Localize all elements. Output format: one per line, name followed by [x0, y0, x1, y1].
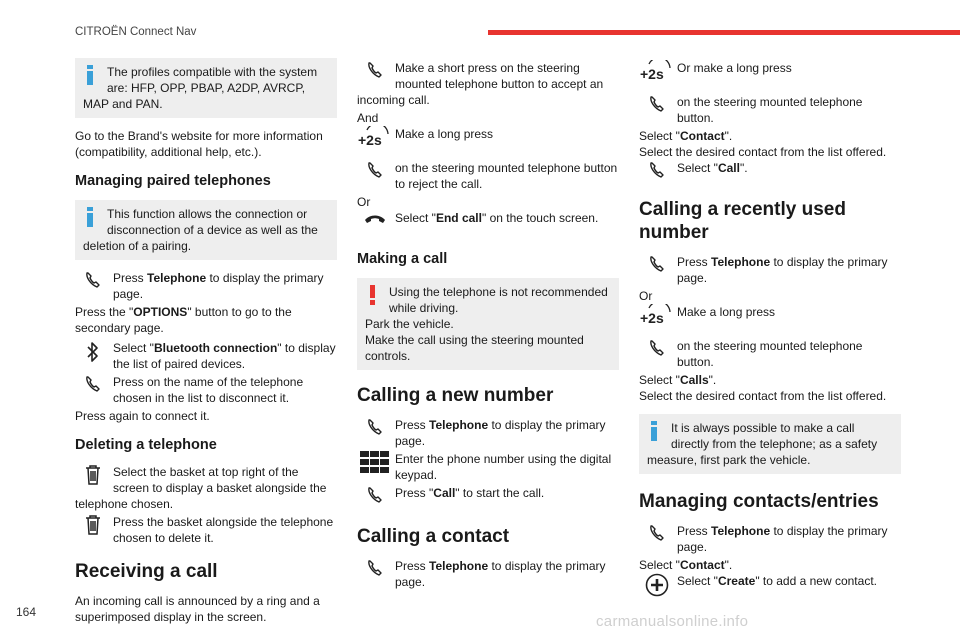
step-disconnect: Press on the name of the telephone chosen in the list to disconnect it. — [75, 374, 337, 406]
step-accept-call: Make a short press on the steering mounted telephone button to accept an incoming call. — [357, 61, 604, 107]
step-select-contact: Select "Contact". — [639, 129, 733, 143]
warning-note-driving: Using the telephone is not recommended while driving. Park the vehicle. Make the call using the steering mounted controls. — [357, 278, 619, 370]
step-contact-telephone: Press Telephone to display the primary page. — [357, 558, 619, 590]
step-new-telephone: Press Telephone to display the primary page. — [357, 417, 619, 449]
text-and: And — [357, 111, 379, 125]
column-1 — [75, 56, 337, 629]
heading-managing-paired: Managing paired telephones — [75, 173, 271, 189]
step-long-press: +2s Make a long press — [357, 126, 619, 158]
step-start-call: Press "Call" to start the call. — [357, 485, 619, 507]
info-icon — [83, 65, 97, 85]
long-press-2s-icon — [640, 60, 674, 86]
step-bluetooth: Select "Bluetooth connection" to display the list of paired devices. — [75, 340, 337, 372]
basket-icon — [83, 464, 103, 486]
text-or: Or — [357, 195, 371, 209]
text-or: Or — [639, 289, 653, 303]
phone-icon — [365, 60, 385, 80]
step-keypad: Enter the phone number using the digital keypad. — [357, 451, 619, 483]
step-reconnect: Press again to connect it. — [75, 409, 210, 423]
step-press-telephone: Press Telephone to display the primary page. — [75, 270, 337, 302]
heading-calling-contact: Calling a contact — [357, 526, 510, 547]
phone-icon — [647, 338, 667, 358]
heading-recent-number: Calling a recently used number — [639, 199, 846, 243]
watermark: carmanualsonline.info — [596, 613, 749, 630]
column-2 — [357, 56, 619, 592]
step-desired-contact: Select the desired contact from the list offered. — [639, 145, 887, 159]
step-select-basket: Select the basket at top right of the screen to display a basket alongside the telephone chosen. — [75, 465, 327, 511]
column-3 — [639, 56, 901, 597]
svg-text:+2s: +2s — [358, 132, 382, 148]
step-select-call: Select "Call". — [639, 160, 901, 182]
info-icon — [83, 207, 97, 227]
svg-text:+2s: +2s — [640, 310, 664, 326]
phone-icon — [365, 160, 385, 180]
long-press-2s-icon — [358, 126, 392, 152]
heading-receiving: Receiving a call — [75, 561, 218, 582]
step-recent-telephone: Press Telephone to display the primary page. — [639, 254, 901, 286]
phone-icon — [647, 523, 667, 543]
phone-icon — [647, 254, 667, 274]
info-note-profiles: The profiles compatible with the system are: HFP, OPP, PBAP, A2DP, AVRCP, MAP and PAN. — [75, 58, 337, 118]
step-manage-contact: Select "Contact". — [639, 558, 733, 572]
step-delete: Press the basket alongside the telephone chosen to delete it. — [75, 514, 337, 546]
paragraph-incoming: An incoming call is announced by a ring and a superimposed display in the screen. — [75, 594, 320, 624]
keypad-icon — [360, 451, 390, 473]
step-reject: on the steering mounted telephone button to reject the call. — [357, 160, 619, 192]
info-icon — [647, 421, 661, 441]
header-title: CITROËN Connect Nav — [75, 26, 197, 38]
step-recent-long-press: +2s Make a long press — [639, 304, 901, 336]
info-note-function: This function allows the connection or disconnection of a device as well as the deletion of a pairing. — [75, 200, 337, 260]
page-number: 164 — [16, 605, 37, 619]
hang-up-icon — [362, 210, 388, 226]
heading-new-number: Calling a new number — [357, 385, 554, 406]
header-accent-bar — [488, 30, 960, 35]
paragraph-website: Go to the Brand's website for more information (compatibility, additional help, etc.). — [75, 129, 323, 159]
heading-deleting: Deleting a telephone — [75, 437, 217, 453]
svg-text:+2s: +2s — [640, 66, 664, 82]
step-create: Select "Create" to add a new contact. — [639, 573, 901, 595]
step-end-call: Select "End call" on the touch screen. — [357, 210, 619, 232]
step-recent-desired: Select the desired contact from the list offered. — [639, 389, 887, 403]
bluetooth-icon — [85, 340, 101, 364]
step-options: Press the "OPTIONS" button to go to the secondary page. — [75, 305, 292, 335]
basket-icon — [83, 514, 103, 536]
phone-icon — [83, 374, 103, 394]
step-steering-button: on the steering mounted telephone button. — [639, 94, 901, 126]
info-note-safety: It is always possible to make a call directly from the telephone; as a safety measure, first park the vehicle. — [639, 414, 901, 474]
phone-icon — [83, 270, 103, 290]
step-recent-steering: on the steering mounted telephone button. — [639, 338, 901, 370]
phone-icon — [647, 160, 667, 180]
heading-managing-contacts: Managing contacts/entries — [639, 491, 879, 512]
heading-making-call: Making a call — [357, 251, 448, 267]
phone-icon — [365, 417, 385, 437]
phone-icon — [365, 485, 385, 505]
step-manage-telephone: Press Telephone to display the primary page. — [639, 523, 901, 555]
plus-circle-icon — [645, 573, 669, 597]
step-or-long-press: +2s Or make a long press — [639, 60, 901, 92]
step-select-calls: Select "Calls". — [639, 373, 717, 387]
phone-icon — [365, 558, 385, 578]
long-press-2s-icon — [640, 304, 674, 330]
warning-icon — [365, 285, 379, 305]
phone-icon — [647, 94, 667, 114]
